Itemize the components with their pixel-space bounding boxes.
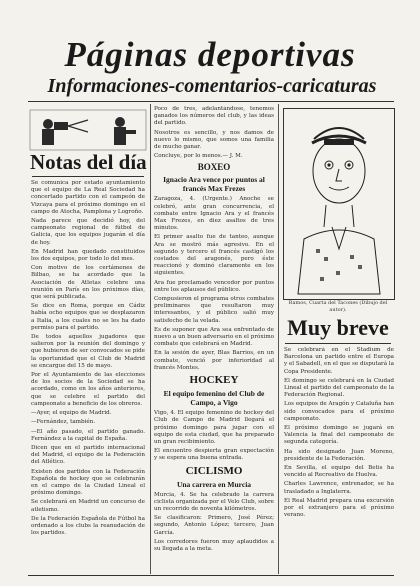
hockey-section-title: HOCKEY [189, 374, 239, 387]
notas-heading: Notas del día [30, 150, 147, 174]
ciclismo-paragraph: Se clasificaron: Primero, José Pérez; segundo, Antonio López; tercero, Juan García. [154, 515, 274, 536]
masthead-rule [28, 101, 394, 102]
notas-paragraph: Se dice en Roma, porque en Cádiz había ocho equipos que se desplazaron a Italia, a los cuales no se les ha dado permiso para el partido. [31, 303, 145, 331]
boxeo-section-title: BOXEO [197, 162, 231, 173]
muy-breve-paragraph: En Sevilla, el equipo del Betis ha vencido al Recreativo de Huelva. [284, 465, 394, 479]
notas-paragraph: —Ayer, el equipo de Madrid. [31, 410, 112, 417]
notas-paragraph: Se celebrará en Madrid un concurso de atletismo. [31, 499, 145, 513]
caricature-caption-wrap [283, 300, 393, 314]
notas-column [31, 180, 145, 574]
muy-breve-paragraph: El Real Madrid prepara una excursión por el extranjero para el próximo verano. [284, 497, 394, 519]
muy-breve-paragraph: Se celebrará en el Stadium de Barcelona un partido entre el Europa y el Sabadell, en el que se disputará la Copa Presidente. [284, 347, 394, 375]
masthead-subtitle: Informaciones-comentarios-caricaturas [47, 75, 377, 97]
ciclismo-paragraph: Murcia, 4. Se ha celebrado la carrera ciclista organizada por el Velo Club, sobre un recorrido de noventa kilómetros. [154, 491, 274, 512]
notas-rule [32, 176, 144, 177]
ciclismo-paragraph: Los corredores fueron muy aplaudidos a su llegada a la meta. [154, 538, 274, 552]
boxeo-paragraph: Zaragoza, 4. (Urgente.) Anoche se celebró, ante gran concurrencia, el combate entre Ignacio Ara y el francés Max Frezes, en diez asaltos de tres minutos. [154, 196, 274, 232]
notas-paragraph: De la Federación Española de Fútbol ha ordenado a los clubs la reanudación de los partidos. [31, 515, 145, 537]
caricature-caption: Ramos, Cuarta del Tacones (Dibujo del autor). [288, 300, 388, 313]
notas-paragraph: Nada parece que decidió hoy, del campeonato regional de fútbol de Galicia, que los equipos jugarán el día de hoy. [31, 218, 145, 246]
bottom-rule [28, 575, 394, 576]
ciclismo-section-title: CICLISMO [185, 464, 243, 477]
muy-breve-column [284, 347, 394, 574]
hockey-paragraph: El encuentro despierta gran expectación y se espera una buena entrada. [154, 448, 274, 462]
notas-paragraph: Se comunica por estado ayuntamiento que el equipo de La Real Sociedad ha concertado partido con el campeón de Vizcaya para el próximo domingo en el campo de Atocha, Pamplona y Logroño. [31, 180, 145, 215]
muy-breve-paragraph: El próximo domingo se jugará en Valencia la final del campeonato de segunda categoría. [284, 425, 394, 446]
hockey-paragraph: Vigo, 4. El equipo femenino de hockey del Club de Campo de Madrid llegará el próximo domingo para jugar con el equipo de esta ciudad, que ha preparado un gran recibimiento. [154, 410, 274, 445]
muy-breve-paragraph: Charles Lawrence, entrenador, se ha trasladado a Inglaterra. [284, 481, 394, 495]
boxeo-paragraph: Compusieron el programa otros combates preliminares que resultaron muy interesantes, y el público salió muy satisfecho de la velada. [154, 296, 274, 324]
notas-paragraph: Dicen que en el partido internacional del Madrid, el equipo de la Federación del Atlético. [31, 444, 145, 466]
notas-paragraph: De todos aquellos jugadores que salieron por la reunión del domingo y que hubieron de ser convocados se pide la oportunidad que el Club de Madrid se encargue del 15 de mayo. [31, 334, 145, 369]
notas-paragraph: Por el Ayuntamiento de las elecciones de los socios de la Sociedad se ha acordado, como en los años anteriores, que se celebre el partido del campeonato a beneficio de los obreros. [31, 372, 145, 407]
muy-breve-heading: Muy breve [287, 315, 389, 340]
muy-breve-rule [285, 343, 391, 344]
notas-paragraph: En Madrid han quedado constituidos los dos equipos, por todo lo del mes. [31, 248, 145, 263]
boxeo-paragraph: Es de suponer que Ara sea enfrentado de nuevo a un buen adversario en el próximo combate que celebrará en Madrid. [154, 326, 274, 348]
boxeo-paragraph: En la sesión de ayer, Blas Barrios, en un combate, venció por inferioridad al francés Montes. [154, 350, 274, 371]
masthead-title: Páginas deportivas [64, 35, 356, 74]
middle-column [154, 106, 274, 574]
middle-paragraph: Nosotros es sencillo, y nos damos de nuevo lo mismo, que somos una familia de mucho ganar. [154, 129, 274, 151]
column-divider-1 [150, 104, 151, 574]
muy-breve-paragraph: Los equipos de Aragón y Cataluña han sido convocados para el próximo campeonato. [284, 401, 394, 422]
middle-paragraph: Poco de tres, adelantándose, tenemos ganados los números del club, y las ideas del partido. [154, 106, 274, 127]
muy-breve-paragraph: Ha sido designado Juan Moreno, presidente de la Federación. [284, 448, 394, 462]
caricature-drawing [284, 109, 394, 299]
boxeo-headline: Ignacio Ara vence por puntos al francés Max Frezes [163, 175, 265, 194]
notas-paragraph: —El año pasado, el partido ganado. Fernández a la capital de España. [31, 428, 145, 442]
boxeo-paragraph: El primer asalto fue de tanteo, aunque Ara se mostró más agresivo. En el segundo y tercero el francés castigó los costados del aragonés, pero éste reaccionó y dominó claramente en los siguientes. [154, 234, 274, 277]
hockey-headline: El equipo femenino del Club de Campo, a Vigo [163, 389, 265, 408]
caricature-frame [283, 108, 395, 300]
photographer-illustration [28, 108, 148, 152]
notas-paragraph: —Fernández, también. [31, 419, 96, 426]
boxeo-paragraph: Ara fue proclamado vencedor por puntos entre los aplausos del público. [154, 279, 274, 293]
notas-paragraph: Con motivo de los certámenes de Bilbao, se ha acordado que la Asociación de Atletas celebre una reunión en París en los próximos días, que será publicada. [31, 265, 145, 301]
muy-breve-paragraph: El domingo se celebrará en la Ciudad Lineal el partido del campeonato de la Federación Regional. [284, 377, 394, 399]
notas-paragraph: Existen dos partidos con la Federación Española de hockey que se celebrarán en el campo de la Ciudad Lineal el próximo domingo. [31, 468, 145, 497]
ciclismo-headline: Una carrera en Murcia [176, 479, 252, 489]
middle-paragraph: Concluye, por lo menos.— J. M. [154, 153, 243, 160]
column-divider-2 [278, 104, 279, 574]
